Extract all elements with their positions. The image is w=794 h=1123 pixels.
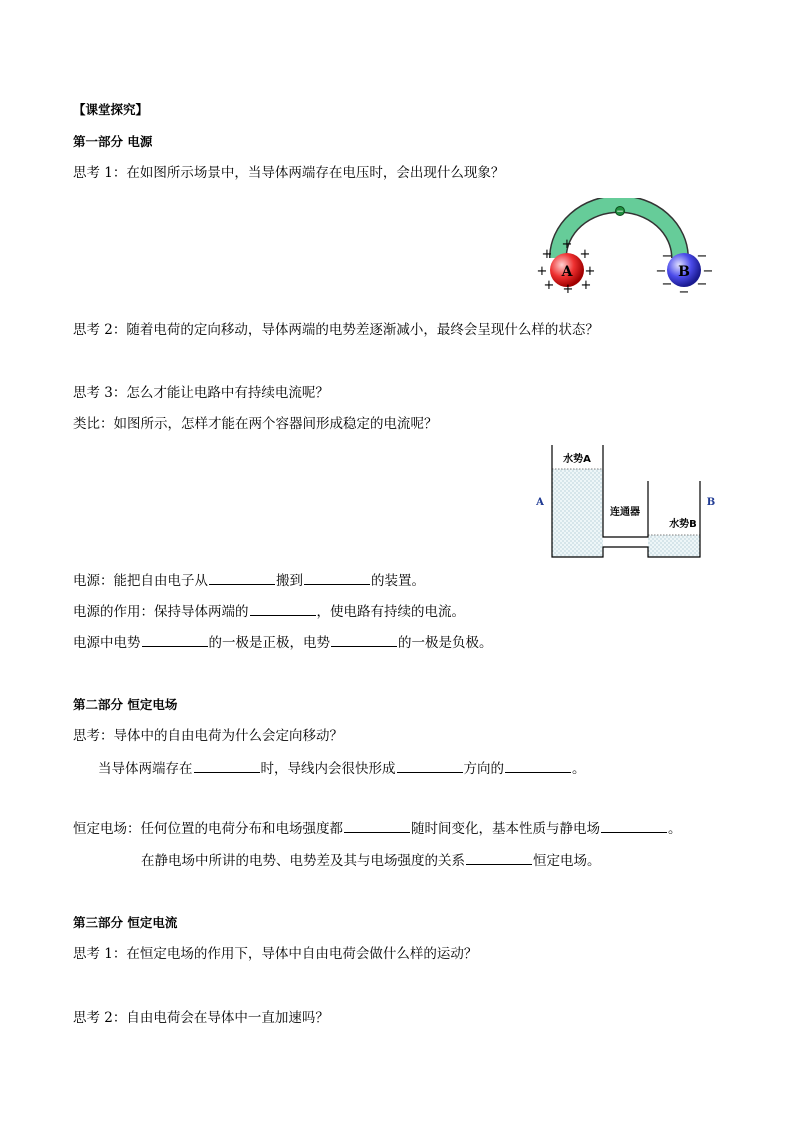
plus-sign: + [562, 282, 574, 297]
plus-sign: + [561, 237, 573, 252]
text: 。 [668, 821, 682, 837]
text: 的一极是负极。 [398, 635, 493, 651]
water-a [552, 469, 603, 557]
part2-fill-3 [141, 850, 601, 871]
part2-heading: 第二部分 恒定电场 [73, 697, 178, 712]
fill-blank[interactable] [209, 570, 275, 585]
part2-fill-1 [98, 758, 586, 779]
part1-question-3: 思考 3：怎么才能让电路中有持续电流呢？ [73, 385, 329, 401]
arc-charge-symbol: − [616, 207, 624, 217]
connector-label: 连通器 [610, 507, 640, 518]
minus-sign: − [702, 264, 714, 279]
fill-blank[interactable] [601, 818, 667, 833]
part3-heading: 第三部分 恒定电流 [73, 915, 178, 930]
minus-sign: − [696, 249, 708, 264]
part3-question-2: 思考 2：自由电荷会在导体中一直加速吗？ [73, 1010, 329, 1026]
part2-question: 思考：导体中的自由电荷为什么会定向移动？ [73, 728, 343, 744]
power-source-function [73, 601, 465, 622]
text: 的一极是正极，电势 [208, 635, 330, 651]
plus-sign: + [584, 264, 596, 279]
label-a: A [536, 497, 544, 508]
text: ，使电路有持续的电流。 [316, 604, 465, 620]
text: 电源的作用：保持导体两端的 [73, 604, 249, 620]
fill-blank[interactable] [466, 850, 532, 865]
minus-sign: − [696, 277, 708, 292]
fill-blank[interactable] [331, 632, 397, 647]
text: 在静电场中所讲的电势、电势差及其与电场强度的关系 [141, 853, 465, 869]
water-b [648, 535, 700, 557]
text: 恒定电场：任何位置的电荷分布和电场强度都 [73, 821, 343, 837]
fill-blank[interactable] [194, 758, 260, 773]
text: 电源：能把自由电子从 [73, 573, 208, 589]
charged-spheres-figure [530, 198, 720, 300]
section-title: 【课堂探究】 [73, 102, 149, 117]
part1-question-1: 思考 1：在如图所示场景中，当导体两端存在电压时，会出现什么现象？ [73, 165, 505, 181]
plus-sign: + [536, 264, 548, 279]
text: 时，导线内会很快形成 [260, 761, 396, 777]
minus-sign: − [655, 264, 667, 279]
text: 当导体两端存在 [98, 761, 193, 777]
fill-blank[interactable] [304, 570, 370, 585]
fill-blank[interactable] [397, 758, 463, 773]
minus-sign: − [661, 249, 673, 264]
part2-fill-2 [73, 818, 682, 839]
text: 随时间变化，基本性质与静电场 [411, 821, 600, 837]
minus-sign: − [661, 277, 673, 292]
plus-sign: + [580, 278, 592, 293]
power-source-definition [73, 570, 425, 591]
fill-blank[interactable] [505, 758, 571, 773]
text: 电源中电势 [73, 635, 141, 651]
text: 。 [572, 761, 586, 777]
part1-question-2: 思考 2：随着电荷的定向移动，导体两端的电势差逐渐减小，最终会呈现什么样的状态？ [73, 322, 599, 338]
power-source-poles [73, 632, 493, 653]
water-containers-figure [530, 440, 730, 562]
minus-sign: − [678, 285, 690, 300]
analogy-prompt: 类比：如图所示，怎样才能在两个容器间形成稳定的电流呢？ [73, 416, 438, 432]
text: 搬到 [276, 573, 303, 589]
water-level-b-label: 水势B [669, 519, 697, 530]
fill-blank[interactable] [250, 601, 316, 616]
plus-sign: + [543, 278, 555, 293]
label-b: B [706, 497, 716, 508]
text: 恒定电场。 [533, 853, 601, 869]
part1-heading: 第一部分 电源 [73, 134, 153, 149]
fill-blank[interactable] [344, 818, 410, 833]
text: 方向的 [463, 761, 504, 777]
text: 的装置。 [371, 573, 425, 589]
water-level-a-label: 水势A [563, 454, 591, 465]
sphere-a-label: A [561, 264, 573, 280]
plus-sign: + [579, 247, 591, 262]
fill-blank[interactable] [142, 632, 208, 647]
part3-question-1: 思考 1：在恒定电场的作用下，导体中自由电荷会做什么样的运动？ [73, 946, 478, 962]
plus-sign: + [541, 247, 553, 262]
sphere-b-label: B [678, 264, 690, 280]
